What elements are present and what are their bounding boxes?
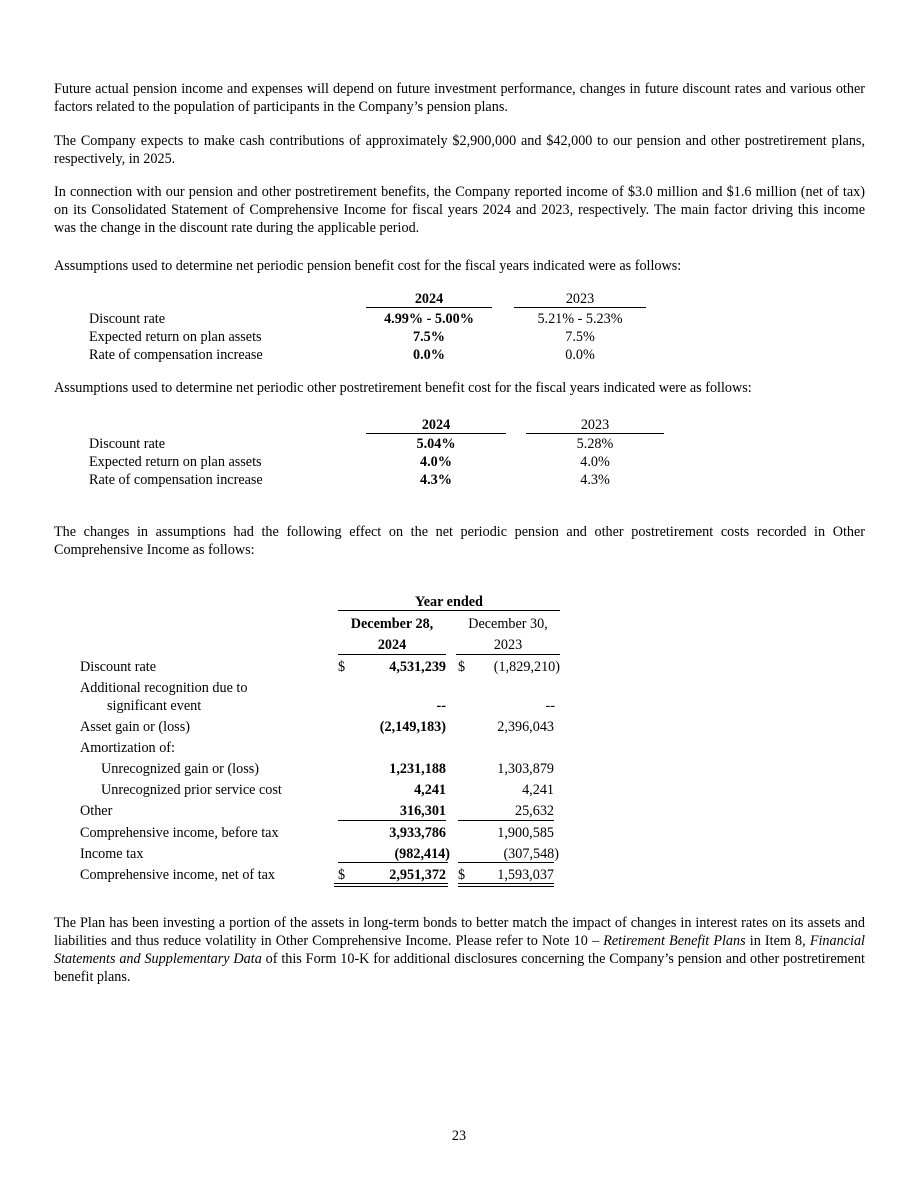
oci-row-2024: 316,301 [399, 803, 446, 819]
pension-row-2024: 4.99% - 5.00% [384, 311, 474, 327]
oci-row-2024: (2,149,183) [379, 719, 446, 735]
oci-row-2023: 1,900,585 [497, 825, 554, 841]
oci-row-2023: -- [545, 698, 555, 714]
pension-header-2023: 2023 [565, 291, 595, 307]
oci-total-rule-2023 [458, 862, 554, 863]
oci-row-2023: 25,632 [514, 803, 554, 819]
oci-row-2023: (1,829,210) [493, 659, 560, 675]
oci-row-label: Income tax [80, 846, 144, 862]
oci-row-2024: 4,241 [414, 782, 446, 798]
pension-row-label: Expected return on plan assets [89, 329, 262, 345]
postret-row-label: Discount rate [89, 436, 166, 452]
postret-row-2024: 4.0% [420, 454, 452, 470]
oci-col2-header-line1: December 30, [468, 616, 548, 632]
oci-row-2023: 4,241 [522, 782, 554, 798]
oci-col2-header-line2: 2023 [493, 637, 523, 653]
oci-row-label: Amortization of: [80, 740, 175, 756]
page-number: 23 [451, 1128, 467, 1144]
pension-row-label: Rate of compensation increase [89, 347, 263, 363]
oci-dollar-sign: $ [338, 867, 346, 883]
pension-row-label: Discount rate [89, 311, 166, 327]
postret-header-2023: 2023 [580, 417, 610, 433]
oci-subtotal-rule-2024 [338, 820, 446, 821]
pension-row-2023: 5.21% - 5.23% [537, 311, 623, 327]
oci-row-2023: (307,548) [503, 846, 559, 862]
oci-row-2024: 1,231,188 [389, 761, 446, 777]
oci-row-2024: 2,951,372 [389, 867, 446, 883]
oci-grand-total-double-rule-2023 [458, 883, 554, 887]
oci-row-label: Unrecognized gain or (loss) [101, 761, 259, 777]
postret-row-2023: 4.3% [580, 472, 610, 488]
paragraph-pension-assumptions-intro: Assumptions used to determine net periodic pension benefit cost for the fiscal years indicated were as follows: [54, 258, 682, 274]
pension-header-2024: 2024 [414, 291, 444, 307]
oci-grand-total-double-rule-2024 [334, 883, 448, 887]
oci-dollar-sign: $ [338, 659, 346, 675]
pension-row-2023: 7.5% [565, 329, 595, 345]
oci-row-label: Additional recognition due to [80, 680, 248, 696]
pension-header-rule-2024 [366, 307, 492, 308]
oci-row-label: Asset gain or (loss) [80, 719, 190, 735]
oci-row-label: significant event [107, 698, 202, 714]
paragraph-text: The Plan has been investing a portion of the assets in long-term bonds to better match the impact of changes in interest rates on its assets and liabilities and thus reduce volatility in Other Comprehensive Income. Please refer to Note 10 – [54, 915, 865, 949]
oci-header-year-ended: Year ended [415, 594, 483, 610]
postret-header-rule-2024 [366, 433, 506, 434]
oci-row-2023: 1,593,037 [497, 867, 554, 883]
postret-row-2024: 4.3% [420, 472, 452, 488]
paragraph-bond-investment [54, 914, 865, 986]
postret-row-2023: 4.0% [580, 454, 610, 470]
oci-col2-header-rule [456, 654, 560, 655]
oci-row-label: Discount rate [80, 659, 157, 675]
paragraph-cash-contributions: The Company expects to make cash contributions of approximately $2,900,000 and $42,000 to our pension and other postretirement plans, respectively, in 2025. [54, 133, 865, 167]
oci-row-2024: -- [436, 698, 446, 714]
oci-dollar-sign: $ [458, 867, 466, 883]
pension-row-2023: 0.0% [565, 347, 595, 363]
oci-row-2023: 2,396,043 [497, 719, 554, 735]
paragraph-changes-effect-intro: The changes in assumptions had the following effect on the net periodic pension and other postretirement costs recorded in Other Comprehensive Income as follows: [54, 524, 865, 558]
oci-total-rule-2024 [338, 862, 448, 863]
oci-row-label: Comprehensive income, net of tax [80, 867, 276, 883]
paragraph-income-reported: In connection with our pension and other postretirement benefits, the Company reported income of $3.0 million and $1.6 million (net of tax) on its Consolidated Statement of Comprehensive Income for fiscal years 2024 and 2023, respectively. The main factor driving this income was the change in the discount rate during the applicable period. [54, 184, 865, 236]
oci-row-2024: 4,531,239 [389, 659, 446, 675]
postret-header-rule-2023 [526, 433, 664, 434]
paragraph-pension-outlook: Future actual pension income and expenses will depend on future investment performance, changes in future discount rates and various other factors related to the population of participants in the Company’s pension plans. [54, 81, 865, 115]
oci-row-2024: 3,933,786 [389, 825, 446, 841]
postret-row-2023: 5.28% [576, 436, 614, 452]
postret-row-2024: 5.04% [416, 436, 456, 452]
oci-col1-header-line2: 2024 [377, 637, 407, 653]
oci-col1-header-line1: December 28, [350, 616, 434, 632]
paragraph-text: in Item 8, [745, 933, 810, 949]
note-reference-link: Retirement Benefit Plans [603, 933, 746, 949]
postret-header-2024: 2024 [421, 417, 451, 433]
oci-row-2023: 1,303,879 [497, 761, 554, 777]
pension-row-2024: 0.0% [413, 347, 445, 363]
paragraph-postretirement-assumptions-intro: Assumptions used to determine net periodic other postretirement benefit cost for the fiscal years indicated were as follows: [54, 380, 752, 396]
oci-row-label: Comprehensive income, before tax [80, 825, 279, 841]
oci-row-label: Other [80, 803, 113, 819]
oci-row-2024: (982,414) [394, 846, 450, 862]
pension-row-2024: 7.5% [413, 329, 445, 345]
postret-row-label: Expected return on plan assets [89, 454, 262, 470]
oci-header-group-rule [338, 610, 560, 611]
paragraph-text: of this Form 10-K for additional disclosures concerning the Company’s pension and other postretirement benefit plans. [54, 951, 865, 985]
oci-col1-header-rule [338, 654, 446, 655]
oci-dollar-sign: $ [458, 659, 466, 675]
postret-row-label: Rate of compensation increase [89, 472, 263, 488]
oci-row-label: Unrecognized prior service cost [101, 782, 282, 798]
oci-subtotal-rule-2023 [458, 820, 554, 821]
pension-header-rule-2023 [514, 307, 646, 308]
item-reference-link: Financial Statements and Supplementary Data [54, 933, 865, 967]
